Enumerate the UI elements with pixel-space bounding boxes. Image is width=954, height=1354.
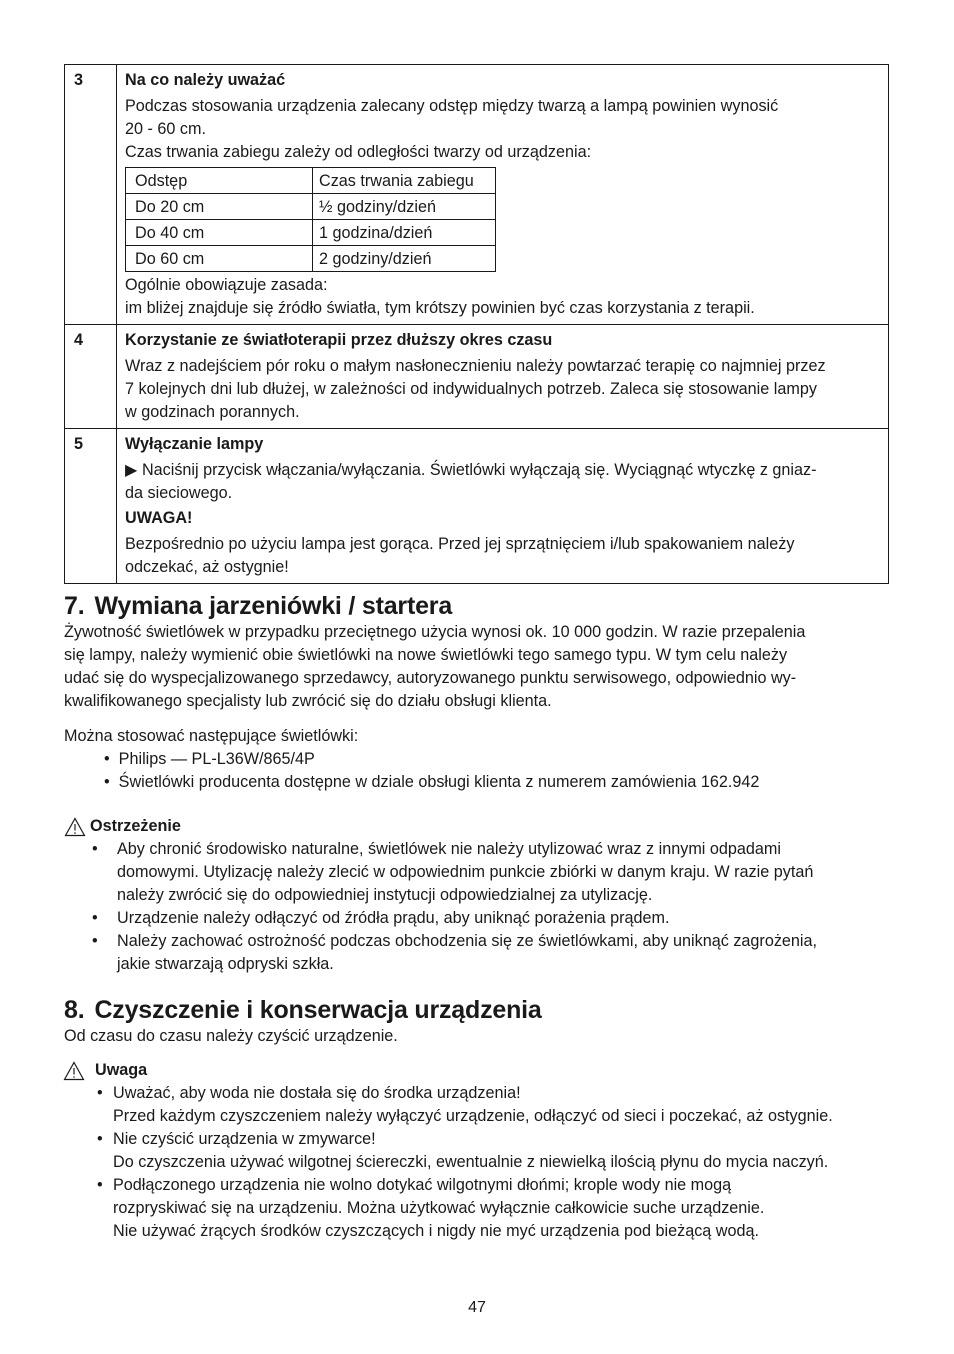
list-line: Należy zachować ostrożność podczas obchodzenia się ze świetlówkami, aby uniknąć zagrożenia, <box>117 932 818 950</box>
section-heading-7 <box>64 591 889 621</box>
section8-intro: Od czasu do czasu należy czyścić urządzenie. <box>64 1027 398 1045</box>
cleaning-list <box>96 1082 889 1243</box>
table-cell: ½ godziny/dzień <box>313 194 496 220</box>
step-title: Korzystanie ze światłoterapii przez dłuższy okres czasu <box>125 331 553 349</box>
list-line: Nie używać żrących środków czyszczących i nigdy nie myć urządzenia pod bieżącą wodą. <box>113 1222 759 1240</box>
list-line: należy zwrócić się do odpowiedniej instytucji odpowiedzialnej za utylizację. <box>117 886 653 904</box>
table-row <box>126 246 496 272</box>
step-line: da sieciowego. <box>125 484 233 502</box>
treatment-time-table <box>125 167 496 272</box>
steps-table <box>64 64 889 584</box>
list-item: • Aby chronić środowisko naturalne, świetlówek nie należy utylizować wraz z innymi odpadami domowymi. Utylizację należy zlecić w odpowiednim punkcie zbiórki w danym kraju. W razie pytań należy zwrócić się do odpowiedniej instytucji odpowiedzialnej za utylizację. <box>117 838 889 907</box>
step-number: 4 <box>65 325 117 429</box>
warning-line: odczekać, aż ostygnie! <box>125 558 289 576</box>
list-item: • Urządzenie należy odłączyć od źródła prądu, aby uniknąć porażenia prądem. <box>117 907 889 930</box>
list-item: • Philips — PL-L36W/865/4P <box>104 750 315 768</box>
step-row-3 <box>65 65 889 325</box>
list-item: • Nie czyścić urządzenia w zmywarce! Do czyszczenia używać wilgotnej ściereczki, ewentualnie z niewielką ilością płynu do mycia naczyń. <box>113 1128 889 1174</box>
caution-heading <box>63 1059 889 1082</box>
list-item: • Podłączonego urządzenia nie wolno dotykać wilgotnymi dłońmi; krople wody nie mogą rozpryskiwać się na urządzeniu. Można użytkować wyłącznie całkowicie suche urządzenie. Nie używać żrących środków czyszczących i nigdy nie myć urządzenia pod bieżącą wodą. <box>113 1174 889 1243</box>
step-line: Czas trwania zabiegu zależy od odległości twarzy od urządzenia: <box>125 143 592 161</box>
step-number: 5 <box>65 429 117 584</box>
list-line: jakie stwarzają odpryski szkła. <box>117 955 334 973</box>
table-header-row <box>126 168 496 194</box>
paragraph-line: udać się do wyspecjalizowanego sprzedawcy, autoryzowanego punktu serwisowego, odpowiednio wy- <box>64 669 797 687</box>
list-line: rozpryskiwać się na urządzeniu. Można użytkować wyłącznie całkowicie suche urządzenie. <box>113 1199 765 1217</box>
step-title: Wyłączanie lampy <box>125 435 264 453</box>
table-cell: Do 60 cm <box>126 246 313 272</box>
step-row-5 <box>65 429 889 584</box>
warning-title: Ostrzeżenie <box>90 817 181 835</box>
section-title: Czyszczenie i konserwacja urządzenia <box>94 996 542 1024</box>
list-line: Aby chronić środowisko naturalne, świetlówek nie należy utylizować wraz z innymi odpadami <box>117 840 781 858</box>
step-line: Podczas stosowania urządzenia zalecany odstęp między twarzą a lampą powinien wynosić <box>125 97 779 115</box>
page-number: 47 <box>468 1299 486 1316</box>
table-cell: 2 godziny/dzień <box>313 246 496 272</box>
paragraph-line: kwalifikowanego specjalisty lub zwrócić się do działu obsługi klienta. <box>64 692 552 710</box>
step-line: ▶ Naciśnij przycisk włączania/wyłączania. Świetlówki wyłączają się. Wyciągnąć wtyczkę z gniaz- <box>125 461 817 479</box>
warning-line: Bezpośrednio po użyciu lampa jest gorąca. Przed jej sprzątnięciem i/lub spakowaniem należy <box>125 535 795 553</box>
list-item-text: Philips — PL-L36W/865/4P <box>118 750 315 768</box>
warning-list <box>92 838 889 976</box>
column-header: Odstęp <box>126 168 313 194</box>
step-line: Ogólnie obowiązuje zasada: <box>125 276 328 294</box>
list-line: Przed każdym czyszczeniem należy wyłączyć urządzenie, odłączyć od sieci i poczekać, aż ostygnie. <box>113 1107 833 1125</box>
table-cell: 1 godzina/dzień <box>313 220 496 246</box>
list-line: Podłączonego urządzenia nie wolno dotykać wilgotnymi dłońmi; krople wody nie mogą <box>113 1176 732 1194</box>
table-row <box>126 194 496 220</box>
step-row-4 <box>65 325 889 429</box>
list-intro: Można stosować następujące świetlówki: <box>64 727 359 745</box>
list-line: Nie czyścić urządzenia w zmywarce! <box>113 1130 376 1148</box>
step-line: w godzinach porannych. <box>125 403 300 421</box>
list-item: • Uważać, aby woda nie dostała się do środka urządzenia! Przed każdym czyszczeniem należy wyłączyć urządzenie, odłączyć od sieci i poczekać, aż ostygnie. <box>113 1082 889 1128</box>
list-item-text: Świetlówki producenta dostępne w dziale obsługi klienta z numerem zamówienia 162.942 <box>118 773 760 791</box>
step-content <box>117 65 889 325</box>
warning-triangle-icon <box>64 817 86 837</box>
step-title: Na co należy uważać <box>125 71 286 89</box>
table-row <box>126 220 496 246</box>
section7-paragraph <box>64 621 889 713</box>
list-line: Urządzenie należy odłączyć od źródła prądu, aby uniknąć porażenia prądem. <box>117 909 670 927</box>
column-header: Czas trwania zabiegu <box>313 168 496 194</box>
list-item: • Należy zachować ostrożność podczas obchodzenia się ze świetlówkami, aby uniknąć zagrożenia, jakie stwarzają odpryski szkła. <box>117 930 889 976</box>
section-heading-8 <box>64 995 889 1025</box>
warning-heading <box>64 815 889 838</box>
warning-label: UWAGA! <box>125 509 193 527</box>
document-page <box>64 64 889 1243</box>
warning-triangle-icon <box>63 1061 85 1081</box>
step-line: im bliżej znajduje się źródło światła, tym krótszy powinien być czas korzystania z terapii. <box>125 299 755 317</box>
step-line: 7 kolejnych dni lub dłużej, w zależności od indywidualnych potrzeb. Zaleca się stosowanie lampy <box>125 380 817 398</box>
step-content <box>117 325 889 429</box>
section-number: 8. <box>64 996 85 1024</box>
step-line: 20 - 60 cm. <box>125 120 206 138</box>
list-item: • Świetlówki producenta dostępne w dziale obsługi klienta z numerem zamówienia 162.942 <box>104 773 760 791</box>
list-line: Do czyszczenia używać wilgotnej ściereczki, ewentualnie z niewielką ilością płynu do mycia naczyń. <box>113 1153 829 1171</box>
caution-title: Uwaga <box>95 1061 148 1079</box>
step-content <box>117 429 889 584</box>
list-line: Uważać, aby woda nie dostała się do środka urządzenia! <box>113 1084 521 1102</box>
step-line: Wraz z nadejściem pór roku o małym nasłonecznieniu należy powtarzać terapię co najmniej przez <box>125 357 826 375</box>
table-cell: Do 20 cm <box>126 194 313 220</box>
paragraph-line: Żywotność świetlówek w przypadku przeciętnego użycia wynosi ok. 10 000 godzin. W razie przepalenia <box>64 623 806 641</box>
paragraph-line: się lampy, należy wymienić obie świetlówki na nowe świetlówki tego samego typu. W tym celu należy <box>64 646 788 664</box>
lamp-list <box>104 748 889 794</box>
step-number: 3 <box>65 65 117 325</box>
section-title: Wymiana jarzeniówki / startera <box>94 592 453 620</box>
section-number: 7. <box>64 592 85 620</box>
list-line: domowymi. Utylizację należy zlecić w odpowiednim punkcie zbiórki w danym kraju. W razie pytań <box>117 863 814 881</box>
table-cell: Do 40 cm <box>126 220 313 246</box>
